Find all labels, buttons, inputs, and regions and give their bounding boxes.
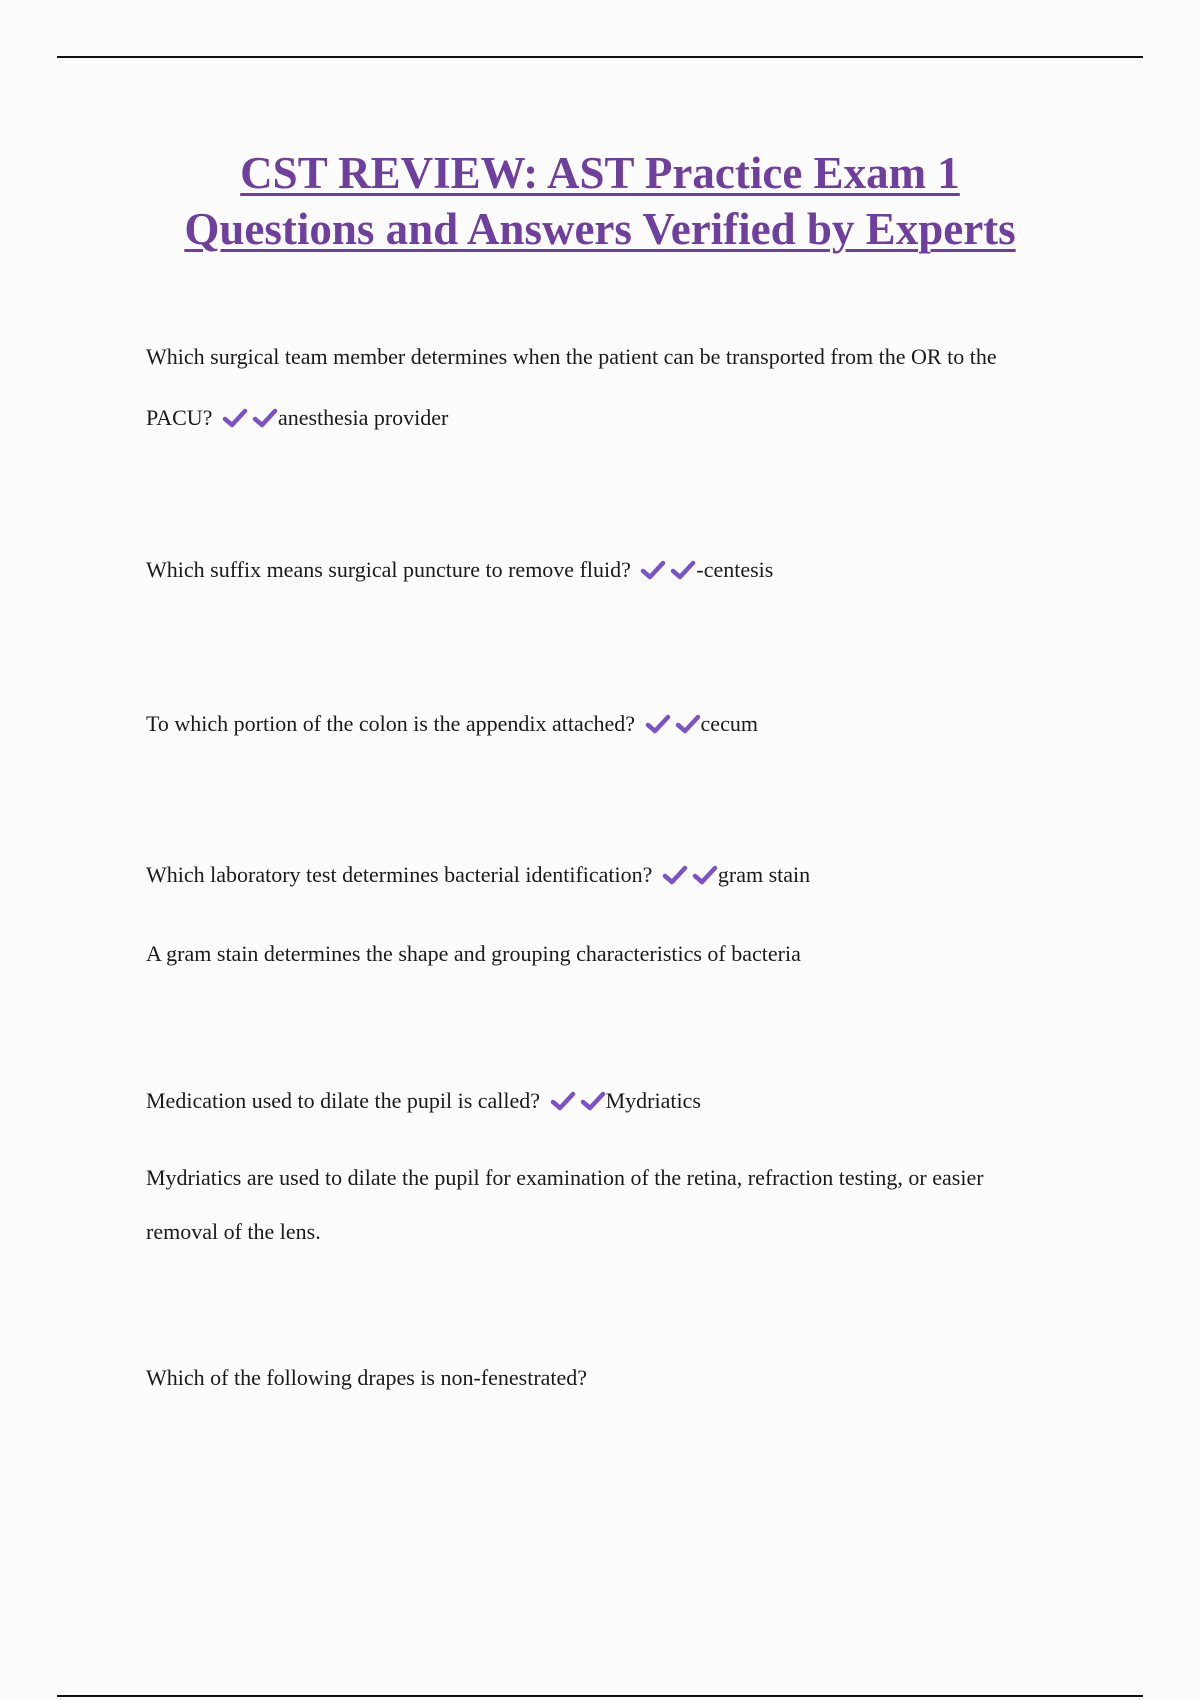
bottom-rule <box>57 1695 1143 1697</box>
explanation-4: A gram stain determines the shape and grouping characteristics of bacteria <box>146 941 801 966</box>
check-icon <box>675 713 701 735</box>
answer-4: gram stain <box>717 862 811 887</box>
question-3-line <box>146 709 758 739</box>
title-line-1: CST REVIEW: AST Practice Exam 1 <box>240 148 960 198</box>
check-icon <box>640 559 666 581</box>
question-4-text: Which laboratory test determines bacterial identification? <box>146 862 653 887</box>
question-3-text: To which portion of the colon is the appendix attached? <box>146 711 636 736</box>
question-1-text: PACU? <box>146 405 213 430</box>
question-5-text: Medication used to dilate the pupil is called? <box>146 1088 541 1113</box>
answer-5: Mydriatics <box>605 1088 701 1113</box>
top-rule <box>57 56 1143 58</box>
answer-1: anesthesia provider <box>277 405 449 430</box>
document-title <box>0 145 1200 257</box>
question-1-line-2 <box>146 403 448 433</box>
answer-2: -centesis <box>696 557 774 582</box>
check-icon <box>692 864 718 886</box>
question-4-line <box>146 860 810 890</box>
check-icon <box>670 559 696 581</box>
title-line-2: Questions and Answers Verified by Experts <box>184 204 1016 254</box>
question-5-line <box>146 1086 701 1116</box>
question-1-line-1: Which surgical team member determines when the patient can be transported from the OR to the <box>146 344 997 369</box>
check-icon <box>662 864 688 886</box>
explanation-5-line-2: removal of the lens. <box>146 1219 321 1244</box>
check-icon <box>252 407 278 429</box>
check-icon <box>645 713 671 735</box>
check-icon <box>580 1090 606 1112</box>
question-6-line: Which of the following drapes is non-fenestrated? <box>146 1365 588 1390</box>
answer-3: cecum <box>700 711 758 736</box>
check-icon <box>222 407 248 429</box>
explanation-5-line-1: Mydriatics are used to dilate the pupil for examination of the retina, refraction testing, or easier <box>146 1165 984 1190</box>
check-icon <box>550 1090 576 1112</box>
question-2-line <box>146 555 773 585</box>
question-2-text: Which suffix means surgical puncture to remove fluid? <box>146 557 631 582</box>
